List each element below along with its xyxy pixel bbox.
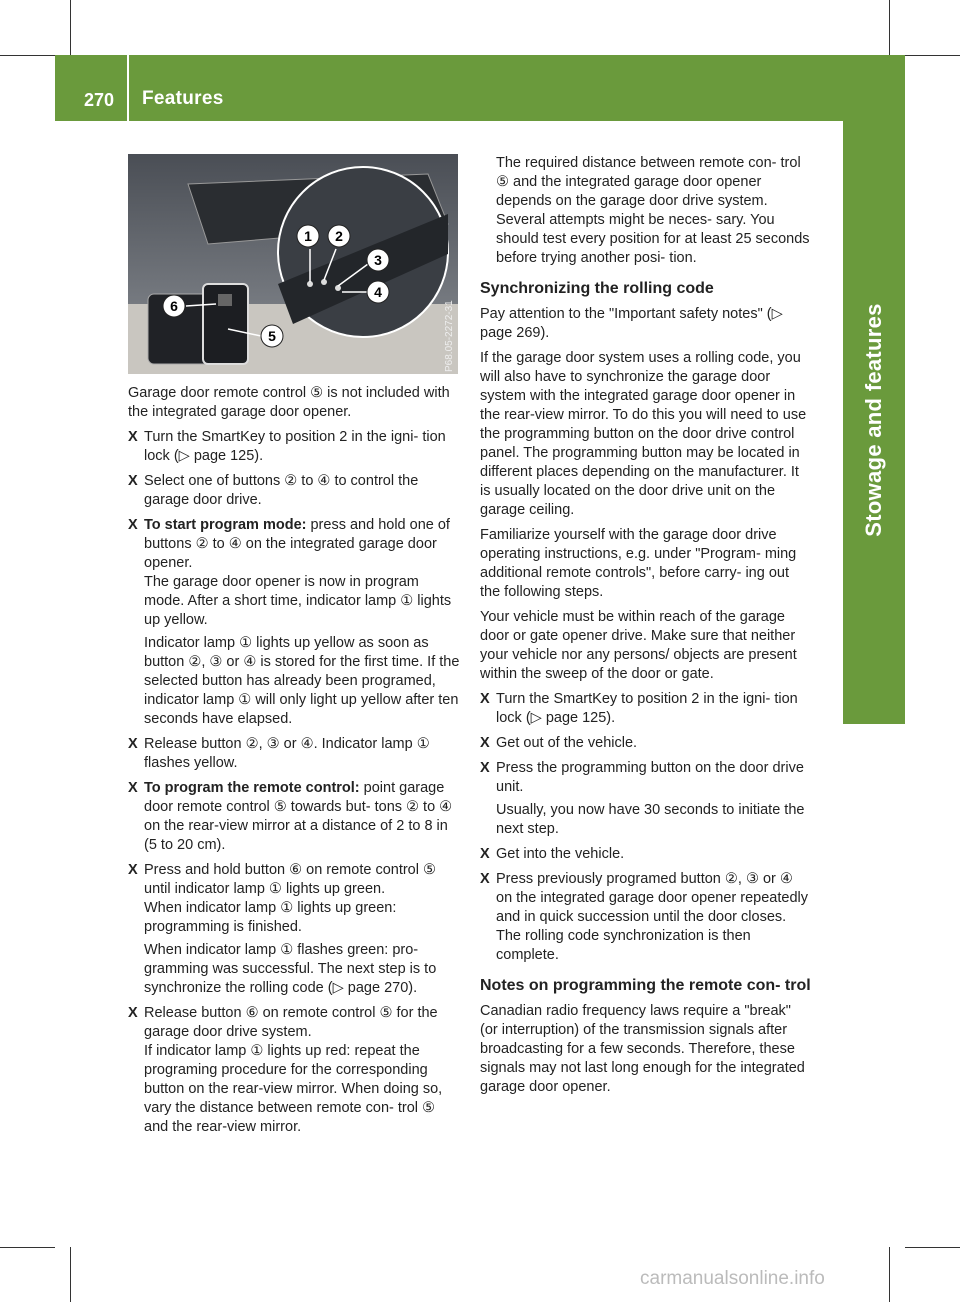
- step-item: X Release button ⑥ on remote control ⑤ for the garage door drive system. If indicator lamp ① lights up red: repeat the programing procedure for the corresponding button on the rear-view mirror. When doing so, vary the distance between remote con- trol ⑤ and the rear-view mirror.: [128, 1004, 460, 1137]
- page-number: 270: [84, 90, 115, 110]
- crop-mark: [70, 0, 71, 55]
- callout-1: 1: [304, 228, 312, 244]
- callout-5: 5: [268, 328, 276, 344]
- heading-rolling-code: Synchronizing the rolling code: [480, 280, 714, 297]
- figure-code: P68.05-2272-31: [444, 300, 455, 372]
- paragraph: Canadian radio frequency laws require a "break" (or interruption) of the transmission signals after broadcasting for a few seconds. Therefore, these signals may not last long enough for the integrated garage door opener.: [480, 1003, 805, 1095]
- step-note: Indicator lamp ① lights up yellow as soon as button ②, ③ or ④ is stored for the first time. If the selected button has already been programed, indicator lamp ① will only light up yellow after ten seconds have elapsed.: [144, 635, 460, 727]
- step-note: The garage door opener is now in program mode. After a short time, indicator lamp ① lights up yellow.: [144, 574, 452, 628]
- step-item: X To program the remote control: point garage door remote control ⑤ towards but- tons ② to ④ on the rear-view mirror at a distance of 2 to 8 in (5 to 20 cm).: [128, 780, 453, 853]
- step-note: Usually, you now have 30 seconds to initiate the next step.: [496, 802, 805, 837]
- heading-notes-programming: Notes on programming the remote con- trol: [480, 977, 811, 994]
- crop-mark: [70, 1247, 71, 1302]
- step-item: X To start program mode: press and hold one of buttons ② to ④ on the integrated garage door opener. The garage door opener is now in program mode. After a short time, indicator lamp ① lights up yellow. Indicator lamp ① lights up yellow as soon as button ②, ③ or ④ is stored for the first time. If the selected button has already been programed, indicator lamp ① will only light up yellow after ten seconds have elapsed.: [128, 517, 460, 727]
- mirror-figure: [128, 154, 458, 374]
- continued-paragraph: The required distance between remote con- trol ⑤ and the integrated garage door opener depends on the garage door drive system. Several attempts might be neces- sary. You should test every position for at least 25 seconds before trying another posi- tion.: [496, 155, 810, 266]
- crop-mark: [0, 55, 55, 56]
- step-arrow-icon: X: [128, 862, 138, 878]
- header-divider: [127, 55, 129, 121]
- step-arrow-icon: X: [480, 846, 490, 862]
- step-note: If indicator lamp ① lights up red: repeat the programing procedure for the corresponding button on the rear-view mirror. When doing so, vary the distance between remote con- trol ⑤ and the rear-view mirror.: [144, 1043, 443, 1135]
- intro-paragraph: Garage door remote control ⑤ is not included with the integrated garage door opener.: [128, 385, 450, 420]
- step-note: The rolling code synchronization is then complete.: [496, 928, 751, 963]
- paragraph: Your vehicle must be within reach of the garage door or gate opener drive. Make sure that neither your vehicle nor any persons/ objects are present within the sweep of the door or gate.: [480, 609, 797, 682]
- step-item: X Get out of the vehicle.: [480, 735, 638, 751]
- crop-mark: [889, 0, 890, 55]
- step-note: When indicator lamp ① lights up green: programming is finished.: [144, 900, 397, 935]
- crop-mark: [0, 1247, 55, 1248]
- step-item: X Release button ②, ③ or ④. Indicator lamp ① flashes yellow.: [128, 736, 430, 771]
- step-arrow-icon: X: [480, 691, 490, 707]
- step-arrow-icon: X: [480, 735, 490, 751]
- step-arrow-icon: X: [128, 429, 138, 445]
- crop-mark: [905, 1247, 960, 1248]
- step-arrow-icon: X: [128, 736, 138, 752]
- paragraph: If the garage door system uses a rolling code, you will also have to synchronize the garage door system with the integrated garage door opener in the rear-view mirror. To do this you will need to use the programming button on the door drive control panel. The programming button may be located in different places depending on the manufacturer. It is usually located on the door drive unit on the garage ceiling.: [480, 350, 807, 518]
- step-arrow-icon: X: [480, 760, 490, 776]
- crop-mark: [905, 55, 960, 56]
- mirror-illustration: [128, 154, 458, 374]
- step-item: X Turn the SmartKey to position 2 in the igni- tion lock (▷ page 125).: [480, 691, 798, 726]
- step-arrow-icon: X: [128, 1005, 138, 1021]
- step-item: X Press and hold button ⑥ on remote control ⑤ until indicator lamp ① lights up green. When indicator lamp ① lights up green: programming is finished. When indicator lamp ① flashes green: pro- gramming was successful. The next step is to synchronize the rolling code (▷ page 270).: [128, 861, 460, 998]
- paragraph: Pay attention to the "Important safety notes" (▷ page 269).: [480, 306, 783, 341]
- callout-6: 6: [170, 298, 178, 314]
- step-item: X Select one of buttons ② to ④ to control the garage door drive.: [128, 473, 419, 508]
- section-title: Features: [142, 88, 224, 109]
- step-item: X Press the programming button on the door drive unit. Usually, you now have 30 seconds to initiate the next step.: [480, 759, 812, 839]
- step-arrow-icon: X: [128, 780, 138, 796]
- left-column: [128, 384, 460, 1143]
- watermark: carmanualsonline.info: [640, 1268, 825, 1289]
- crop-mark: [889, 1247, 890, 1302]
- callout-4: 4: [374, 284, 382, 300]
- callout-2: 2: [335, 228, 343, 244]
- step-item: X Turn the SmartKey to position 2 in the igni- tion lock (▷ page 125).: [128, 429, 446, 464]
- step-item: X Get into the vehicle.: [480, 846, 625, 862]
- step-arrow-icon: X: [480, 871, 490, 887]
- step-note: When indicator lamp ① flashes green: pro- gramming was successful. The next step is to synchronize the rolling code (▷ page 270).: [144, 942, 437, 996]
- step-arrow-icon: X: [128, 473, 138, 489]
- side-tab-label: Stowage and features: [861, 303, 886, 537]
- callout-3: 3: [374, 252, 382, 268]
- paragraph: Familiarize yourself with the garage door drive operating instructions, e.g. under "Program- ming additional remote controls", before carry- ing out the following steps.: [480, 527, 797, 600]
- step-item: X Press previously programed button ②, ③ or ④ on the integrated garage door opener repeatedly and in quick succession until the door closes. The rolling code synchronization is then complete.: [480, 870, 812, 965]
- step-arrow-icon: X: [128, 517, 138, 533]
- right-column: [480, 154, 812, 1103]
